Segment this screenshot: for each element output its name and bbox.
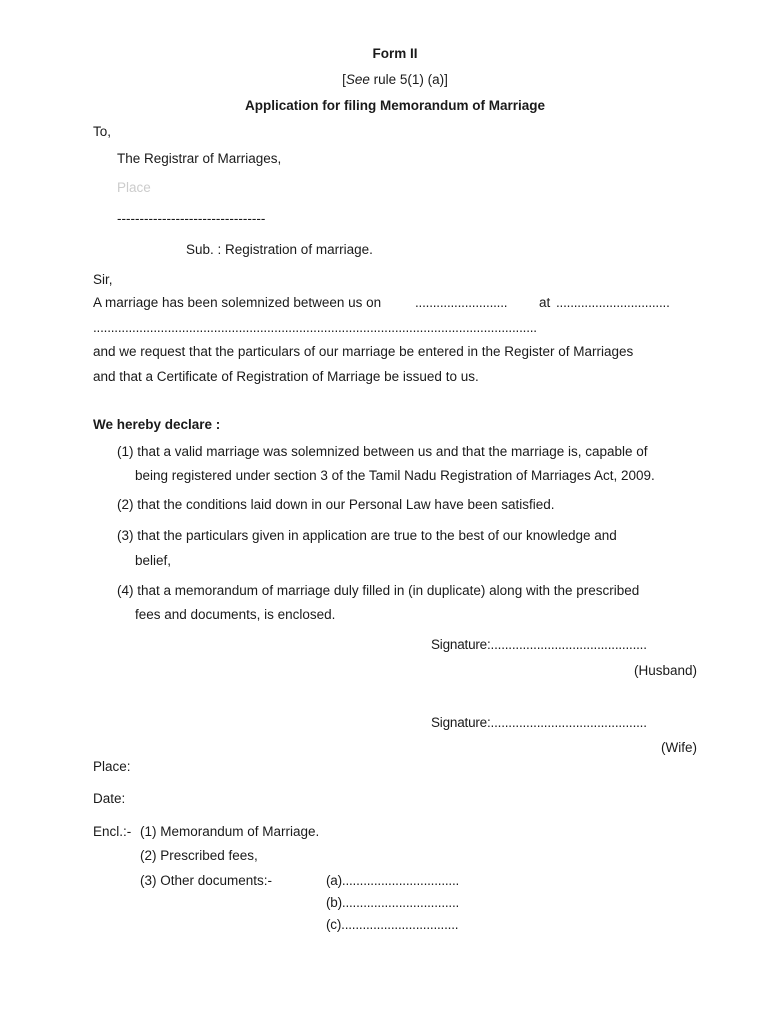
place-label: Place: [93, 759, 131, 774]
place-underline: --------------------------------- [117, 211, 266, 226]
enclosure-1: (1) Memorandum of Marriage. [140, 824, 320, 839]
husband-label: (Husband) [633, 663, 697, 678]
declaration-item-4-cont: fees and documents, is enclosed. [135, 607, 336, 622]
declaration-item-3: (3) that the particulars given in application are true to the best of our knowledge and [117, 528, 617, 543]
wife-label: (Wife) [661, 740, 697, 755]
form-title: Application for filing Memorandum of Marriage [244, 98, 545, 113]
request-line-1: and we request that the particulars of our marriage be entered in the Register of Marriages [93, 344, 634, 359]
rule-rest: rule 5(1) (a)] [369, 72, 448, 87]
enclosure-3: (3) Other documents:- [140, 873, 273, 888]
marriage-place-field[interactable]: ................................ [556, 295, 670, 310]
marriage-place-field-continued[interactable]: ............................................................................................................................. [93, 320, 537, 335]
declaration-item-4: (4) that a memorandum of marriage duly filled in (in duplicate) along with the prescribed [117, 583, 640, 598]
declaration-item-3-cont: belief, [135, 553, 172, 568]
salutation: Sir, [93, 272, 113, 287]
subject-line: Sub. : Registration of marriage. [186, 242, 373, 257]
place-field[interactable]: Place [117, 180, 151, 195]
request-line-2: and that a Certificate of Registration of Marriage be issued to us. [93, 369, 479, 384]
declaration-item-2: (2) that the conditions laid down in our Personal Law have been satisfied. [117, 497, 555, 512]
addressee-to: To, [93, 124, 112, 139]
other-document-c-field[interactable]: (c)................................. [326, 917, 459, 932]
husband-signature-field[interactable]: Signature:............................................ [431, 637, 647, 652]
wife-signature-field[interactable]: Signature:............................................ [431, 715, 647, 730]
other-document-a-field[interactable]: (a)................................. [326, 873, 460, 888]
declaration-heading: We hereby declare : [93, 417, 221, 432]
declaration-item-1: (1) that a valid marriage was solemnized between us and that the marriage is, capable of [117, 444, 648, 459]
enclosures-label: Encl.:- [93, 824, 132, 839]
marriage-date-sentence: A marriage has been solemnized between us on [93, 295, 382, 310]
rule-see: See [345, 72, 370, 87]
at-word: at [539, 295, 551, 310]
form-number: Form II [372, 46, 418, 61]
rule-reference [0, 73, 770, 87]
other-document-b-field[interactable]: (b)................................. [326, 895, 460, 910]
registrar-line: The Registrar of Marriages, [117, 151, 282, 166]
declaration-item-1-cont: being registered under section 3 of the Tamil Nadu Registration of Marriages Act, 2009. [135, 468, 655, 483]
date-label: Date: [93, 791, 126, 806]
marriage-date-field[interactable]: .......................... [415, 295, 508, 310]
rule-prefix: [ [342, 72, 346, 87]
enclosure-2: (2) Prescribed fees, [140, 848, 258, 863]
